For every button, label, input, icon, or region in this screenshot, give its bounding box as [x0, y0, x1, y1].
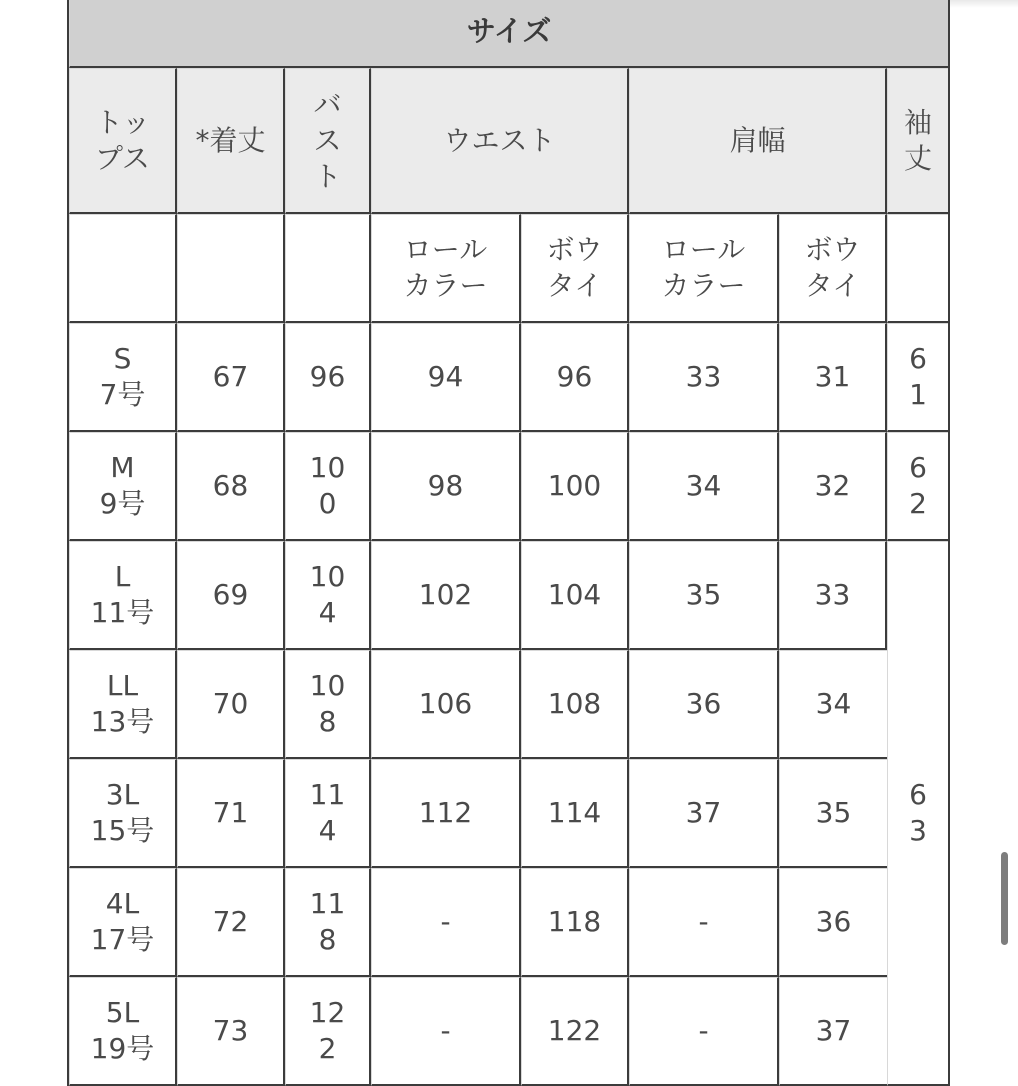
table-row — [69, 868, 948, 977]
cell-shoulder-bow: 35 — [779, 759, 887, 868]
cell-waist-roll: 98 — [371, 432, 521, 541]
table-row — [69, 977, 948, 1086]
cell-waist-roll: - — [371, 868, 521, 977]
cell-waist-roll: 94 — [371, 323, 521, 432]
table-row — [69, 432, 948, 541]
table-row — [69, 323, 948, 432]
vertical-scrollbar[interactable] — [1001, 852, 1008, 945]
size-table-container — [67, 0, 950, 1086]
cell-size: 4L 17号 — [69, 868, 177, 977]
header-bust: バ ス ト — [285, 68, 371, 214]
cell-waist-roll: - — [371, 977, 521, 1086]
cell-waist-roll: 106 — [371, 650, 521, 759]
cell-length: 71 — [177, 759, 285, 868]
cell-size: S 7号 — [69, 323, 177, 432]
cell-size: LL 13号 — [69, 650, 177, 759]
cell-length: 68 — [177, 432, 285, 541]
subheader-shoulder-bow-tie: ボウ タイ — [779, 214, 887, 323]
cell-shoulder-bow: 37 — [779, 977, 887, 1086]
cell-sleeve: 6 2 — [887, 432, 948, 541]
cell-bust: 10 0 — [285, 432, 371, 541]
cell-length: 70 — [177, 650, 285, 759]
cell-length: 72 — [177, 868, 285, 977]
cell-shoulder-bow: 32 — [779, 432, 887, 541]
cell-waist-bow: 114 — [521, 759, 629, 868]
header-sleeve: 袖 丈 — [887, 68, 948, 214]
cell-waist-roll: 102 — [371, 541, 521, 650]
cell-shoulder-roll: 37 — [629, 759, 779, 868]
header-tops: トッ プス — [69, 68, 177, 214]
cell-shoulder-roll: - — [629, 977, 779, 1086]
cell-size: M 9号 — [69, 432, 177, 541]
header-shoulder: 肩幅 — [629, 68, 887, 214]
cell-bust: 12 2 — [285, 977, 371, 1086]
subheader-waist-bow-tie: ボウ タイ — [521, 214, 629, 323]
cell-waist-bow: 96 — [521, 323, 629, 432]
subheader-empty — [285, 214, 371, 323]
table-title: サイズ — [69, 0, 948, 68]
cell-length: 73 — [177, 977, 285, 1086]
header-length: *着丈 — [177, 68, 285, 214]
cell-size: 3L 15号 — [69, 759, 177, 868]
cell-waist-bow: 118 — [521, 868, 629, 977]
cell-shoulder-bow: 34 — [779, 650, 887, 759]
table-row — [69, 541, 948, 650]
cell-bust: 10 4 — [285, 541, 371, 650]
cell-size: L 11号 — [69, 541, 177, 650]
cell-waist-bow: 100 — [521, 432, 629, 541]
cell-shoulder-bow: 33 — [779, 541, 887, 650]
header-waist: ウエスト — [371, 68, 629, 214]
cell-bust: 10 8 — [285, 650, 371, 759]
subheader-empty — [177, 214, 285, 323]
table-row — [69, 759, 948, 868]
cell-shoulder-bow: 31 — [779, 323, 887, 432]
top-edge-shadow — [950, 0, 1018, 8]
cell-bust: 11 8 — [285, 868, 371, 977]
cell-length: 67 — [177, 323, 285, 432]
subheader-empty — [887, 214, 948, 323]
cell-size: 5L 19号 — [69, 977, 177, 1086]
cell-shoulder-bow: 36 — [779, 868, 887, 977]
cell-sleeve: 6 1 — [887, 323, 948, 432]
subheader-waist-roll-collar: ロール カラー — [371, 214, 521, 323]
table-row — [69, 650, 948, 759]
subheader-shoulder-roll-collar: ロール カラー — [629, 214, 779, 323]
subheader-empty — [69, 214, 177, 323]
cell-waist-roll: 112 — [371, 759, 521, 868]
cell-shoulder-roll: 36 — [629, 650, 779, 759]
cell-sleeve-merged: 6 3 — [887, 541, 948, 1086]
cell-bust: 11 4 — [285, 759, 371, 868]
cell-length: 69 — [177, 541, 285, 650]
cell-waist-bow: 104 — [521, 541, 629, 650]
cell-shoulder-roll: 34 — [629, 432, 779, 541]
cell-shoulder-roll: - — [629, 868, 779, 977]
cell-waist-bow: 108 — [521, 650, 629, 759]
cell-shoulder-roll: 33 — [629, 323, 779, 432]
cell-shoulder-roll: 35 — [629, 541, 779, 650]
cell-bust: 96 — [285, 323, 371, 432]
size-table — [67, 0, 950, 1086]
cell-waist-bow: 122 — [521, 977, 629, 1086]
